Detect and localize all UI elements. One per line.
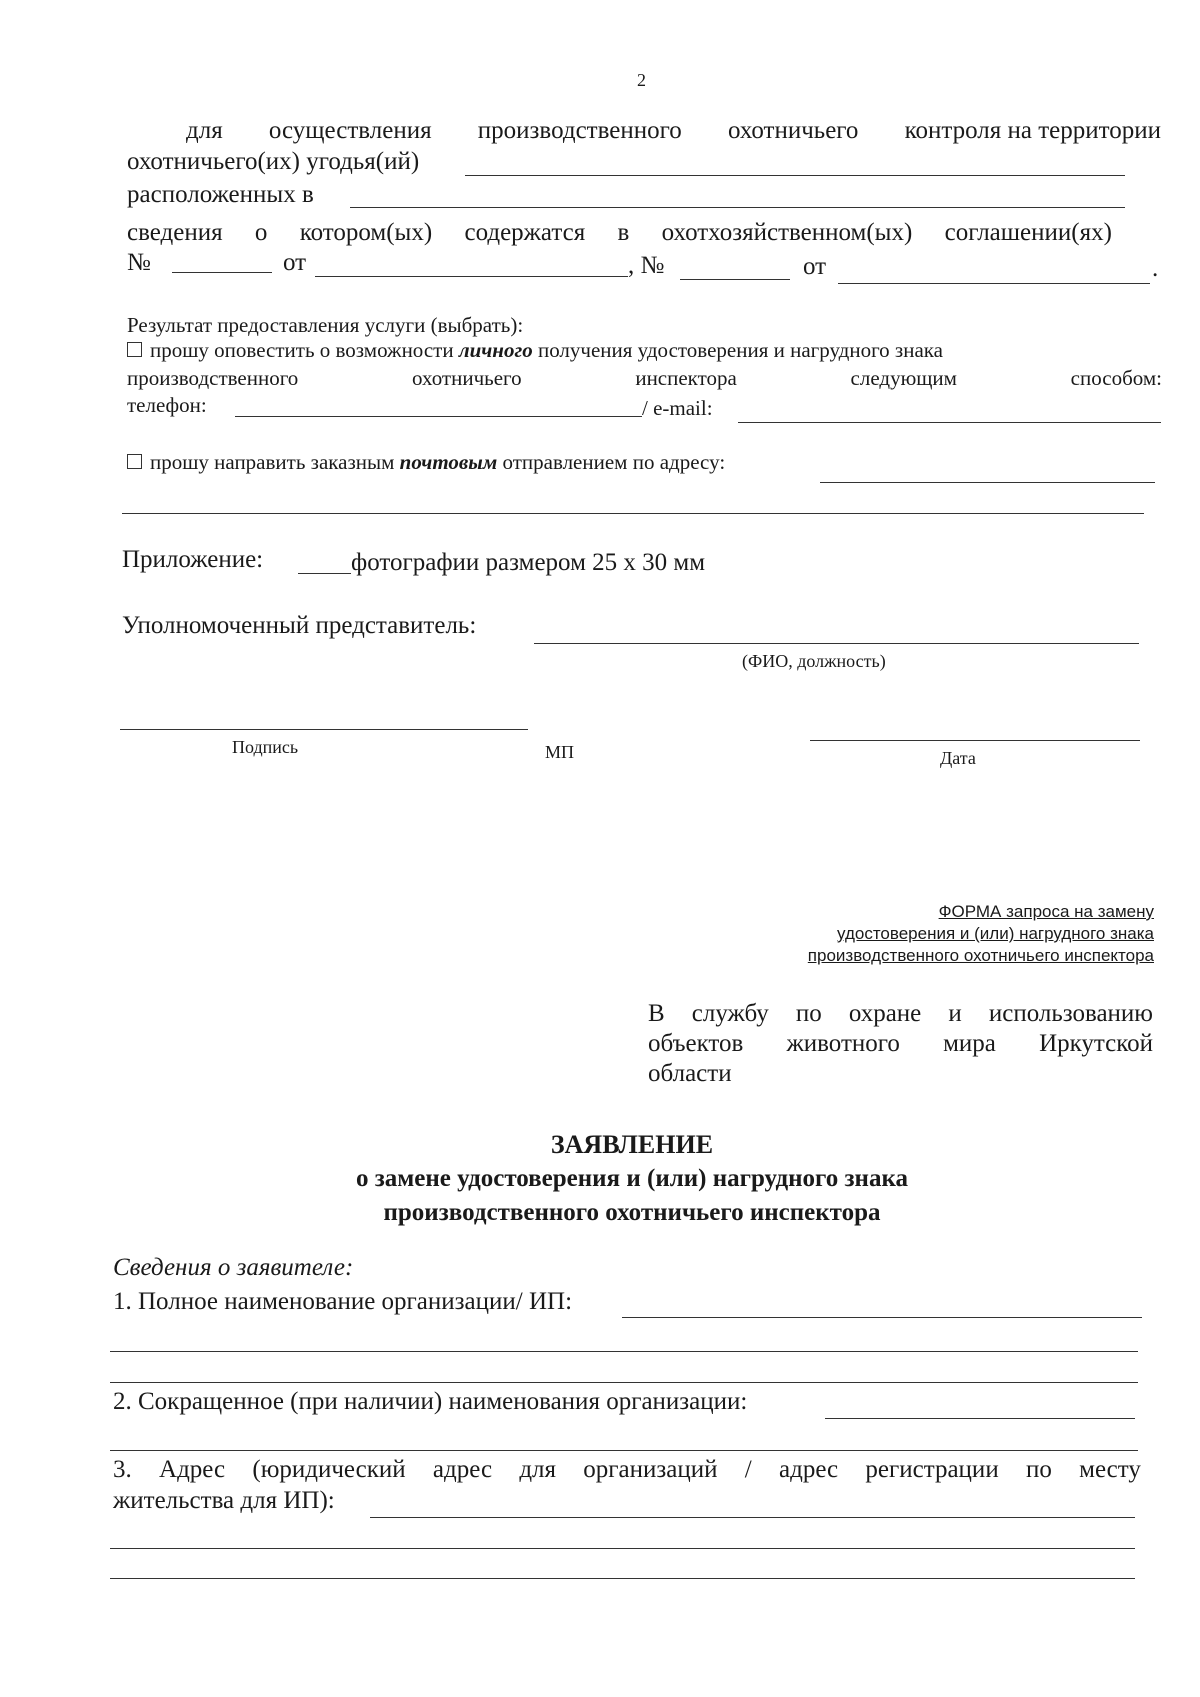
word: 3. [113,1456,132,1483]
form-reference-line: удостоверения и (или) нагрудного знака [837,924,1154,943]
word: В [648,1000,665,1027]
word: способом: [1070,366,1162,390]
address-label-line2: жительства для ИП): [113,1487,335,1514]
photo-count-field[interactable] [298,573,351,574]
full-name-field-3[interactable] [110,1382,1138,1383]
form-reference-line: производственного охотничьего инспектора [807,946,1154,965]
hunting-ground-field[interactable] [465,175,1125,176]
number-sign-1: № [127,249,151,276]
option-personal-line2 [127,366,1162,391]
document-title: ЗАЯВЛЕНИЕ [550,1130,714,1159]
word: охотничьего [412,366,522,390]
word: котором(ых) [299,219,433,246]
full-name-field[interactable] [622,1317,1142,1318]
word: адрес [432,1456,493,1483]
word: осуществления [268,117,432,144]
word: организаций [583,1456,718,1483]
stamp-label: МП [545,742,575,762]
word: животного [786,1030,900,1057]
option-post-line [127,450,725,475]
short-name-field[interactable] [825,1418,1135,1419]
addressee-line [648,1000,1153,1028]
representative-label: Уполномоченный представитель: [122,612,477,639]
date-field[interactable] [810,740,1140,741]
word: Адрес [159,1456,226,1483]
email-field[interactable] [738,422,1161,423]
purpose-line [186,117,1161,145]
word: сведения [127,219,223,246]
option-personal-line [127,338,1162,363]
form-reference-line: ФОРМА запроса на замену [938,902,1154,921]
result-heading: Результат предоставления услуги (выбрать): [127,313,524,337]
word: объектов [648,1030,744,1057]
word: регистрации [865,1456,999,1483]
address-field-2[interactable] [110,1548,1135,1549]
option-personal-post: получения удостоверения и нагрудного знака [537,338,943,362]
form-reference [808,901,1154,967]
word: производственного [127,366,299,390]
option-personal-pre: прошу оповестить о возможности [150,338,454,362]
agreement-number-1-field[interactable] [172,272,272,273]
email-label: / e-mail: [642,396,713,420]
address-field[interactable] [370,1517,1135,1518]
address-field-3[interactable] [110,1578,1135,1579]
option-post-post: отправлением по адресу: [502,450,726,474]
word: производственного [477,117,682,144]
addressee-line: области [648,1060,732,1087]
word: следующим [850,366,957,390]
representative-field[interactable] [534,643,1139,644]
document-subtitle: о замене удостоверения и (или) нагрудного знака [355,1165,908,1192]
address-label-line [113,1456,1141,1484]
word: контроля на территории [904,117,1161,144]
option-post-emph: почтовым [399,450,498,474]
word: / [744,1456,752,1483]
date-label: Дата [940,748,976,768]
word: мира [943,1030,996,1057]
checkbox-post[interactable] [127,454,142,469]
word: адрес [779,1456,839,1483]
phone-field[interactable] [235,416,642,417]
agreement-line [127,219,1112,247]
post-address-field[interactable] [820,482,1155,483]
option-personal-emph: личного [458,338,533,362]
representative-caption: (ФИО, должность) [742,651,886,671]
period: . [1152,255,1159,282]
option-post-pre: прошу направить заказным [150,450,395,474]
document-subtitle: производственного охотничьего инспектора [383,1199,881,1226]
addressee-line [648,1030,1153,1058]
word: охране [848,1000,922,1027]
applicant-heading: Сведения о заявителе: [113,1254,354,1281]
location-label: расположенных в [127,181,314,208]
word: инспектора [635,366,737,390]
word: и [948,1000,962,1027]
short-name-field-2[interactable] [110,1450,1138,1451]
short-name-label: 2. Сокращенное (при наличии) наименования организации: [113,1388,748,1415]
page-number: 2 [637,70,646,90]
word: о [254,219,268,246]
word: содержатся [464,219,586,246]
agreement-date-2-field[interactable] [838,283,1150,284]
from-label-2: от [803,253,827,280]
full-name-field-2[interactable] [110,1351,1138,1352]
word: для [186,117,223,144]
word: (юридический [252,1456,406,1483]
post-address-field-2[interactable] [122,513,1144,514]
word: по [1025,1456,1052,1483]
signature-label: Подпись [232,737,299,757]
word: охотхозяйственном(ых) [661,219,913,246]
checkbox-personal[interactable] [127,342,142,357]
word: в [617,219,630,246]
phone-label: телефон: [127,393,207,417]
word: для [519,1456,557,1483]
number-sign-2: , № [628,252,665,279]
attachment-text: фотографии размером 25 х 30 мм [351,549,706,576]
attachment-label: Приложение: [122,546,264,573]
word: охотничьего [727,117,859,144]
word: соглашении(ях) [944,219,1112,246]
word: службу [691,1000,769,1027]
word: месту [1079,1456,1141,1483]
agreement-number-2-field[interactable] [680,279,790,280]
word: использованию [988,1000,1153,1027]
from-label-1: от [283,249,307,276]
agreement-date-1-field[interactable] [315,276,628,277]
word: по [795,1000,822,1027]
location-field[interactable] [350,207,1125,208]
hunting-ground-label: охотничьего(их) угодья(ий) [127,148,420,175]
signature-field[interactable] [120,729,528,730]
word: Иркутской [1039,1030,1153,1057]
full-name-label: 1. Полное наименование организации/ ИП: [113,1288,573,1315]
